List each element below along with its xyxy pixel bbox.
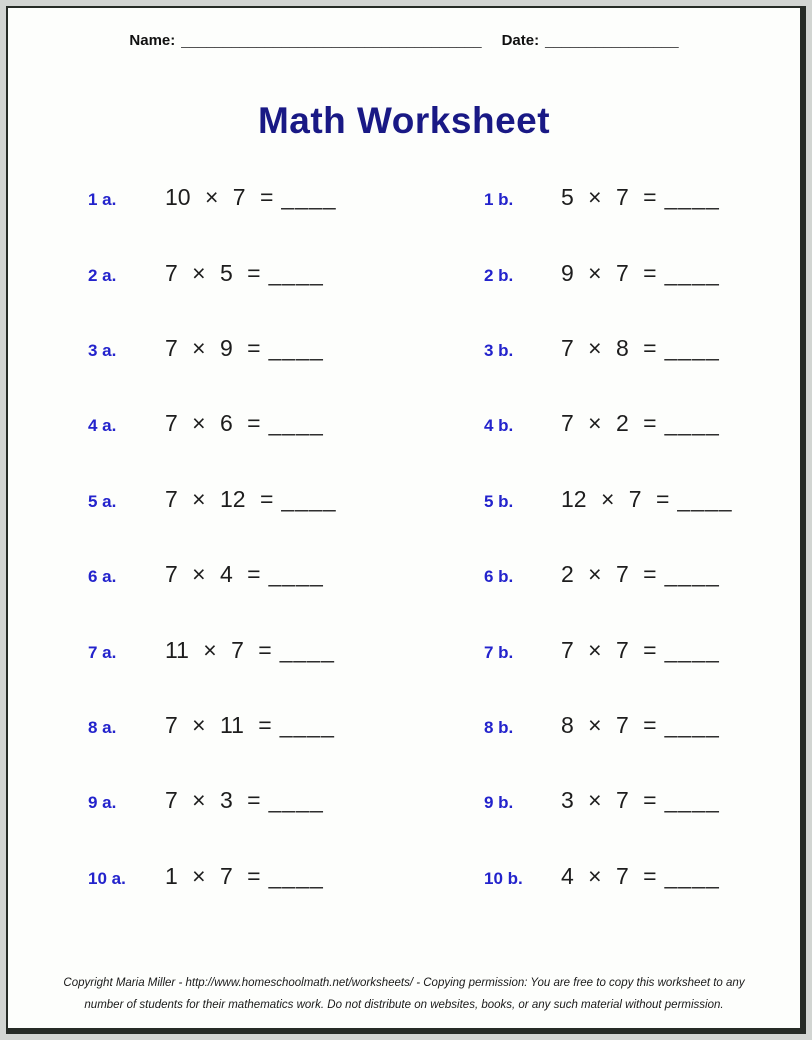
problem-expression: 7 × 4 = bbox=[165, 561, 261, 588]
problem-4b bbox=[404, 410, 800, 437]
problem-7b bbox=[404, 637, 800, 664]
problem-6b bbox=[404, 561, 800, 588]
footer-line-2: number of students for their mathematics work. Do not distribute on websites, books, or any such material without permission. bbox=[84, 999, 724, 1011]
problem-row bbox=[8, 688, 800, 763]
problem-number-label: 6 a. bbox=[88, 567, 117, 587]
answer-blank: ____ bbox=[664, 561, 720, 588]
problem-expression: 7 × 3 = bbox=[165, 787, 261, 814]
answer-blank: ____ bbox=[268, 561, 324, 588]
problems-grid bbox=[8, 160, 800, 914]
problem-number-label: 9 b. bbox=[484, 793, 514, 813]
date-label: Date: bbox=[501, 32, 540, 49]
answer-blank: ____ bbox=[664, 184, 720, 211]
problem-row bbox=[8, 839, 800, 914]
problem-expression: 4 × 7 = bbox=[561, 862, 657, 889]
problem-10a bbox=[8, 863, 404, 890]
problem-expression: 1 × 7 = bbox=[165, 862, 261, 889]
problem-row bbox=[8, 386, 800, 461]
problem-number-label: 1 b. bbox=[484, 190, 514, 210]
problem-1b bbox=[404, 184, 800, 211]
problem-expression: 7 × 7 = bbox=[561, 636, 657, 663]
problem-row bbox=[8, 462, 800, 537]
problem-number-label: 9 a. bbox=[88, 793, 117, 813]
problem-9a bbox=[8, 787, 404, 814]
problem-number-label: 2 a. bbox=[88, 265, 117, 285]
problem-number-label: 1 a. bbox=[88, 190, 117, 210]
answer-blank: ____ bbox=[279, 711, 335, 738]
problem-number-label: 8 a. bbox=[88, 717, 117, 737]
problem-expression: 2 × 7 = bbox=[561, 561, 657, 588]
problem-expression: 7 × 2 = bbox=[561, 410, 657, 437]
problem-number-label: 4 a. bbox=[88, 416, 117, 436]
problem-row bbox=[8, 612, 800, 687]
answer-blank: ____ bbox=[664, 636, 720, 663]
problem-expression: 7 × 8 = bbox=[561, 334, 657, 361]
answer-blank: ____ bbox=[268, 410, 324, 437]
answer-blank: ____ bbox=[664, 862, 720, 889]
problem-number-label: 6 b. bbox=[484, 567, 514, 587]
problem-expression: 8 × 7 = bbox=[561, 711, 657, 738]
answer-blank: ____ bbox=[664, 787, 720, 814]
problem-row bbox=[8, 537, 800, 612]
problem-expression: 7 × 12 = bbox=[165, 485, 274, 512]
answer-blank: ____ bbox=[268, 862, 324, 889]
problem-2b bbox=[404, 260, 800, 287]
problem-expression: 3 × 7 = bbox=[561, 787, 657, 814]
problem-5a bbox=[8, 486, 404, 513]
answer-blank: ____ bbox=[268, 259, 324, 286]
problem-expression: 7 × 9 = bbox=[165, 334, 261, 361]
problem-number-label: 2 b. bbox=[484, 265, 514, 285]
worksheet-page bbox=[6, 6, 806, 1034]
problem-number-label: 3 b. bbox=[484, 340, 514, 360]
problem-4a bbox=[8, 410, 404, 437]
answer-blank: ____ bbox=[281, 184, 337, 211]
problem-number-label: 4 b. bbox=[484, 416, 514, 436]
answer-blank: ____ bbox=[279, 636, 335, 663]
problem-number-label: 7 b. bbox=[484, 642, 514, 662]
date-blank-line: ________________ bbox=[545, 32, 679, 49]
answer-blank: ____ bbox=[664, 334, 720, 361]
problem-expression: 7 × 6 = bbox=[165, 410, 261, 437]
answer-blank: ____ bbox=[664, 259, 720, 286]
problem-9b bbox=[404, 787, 800, 814]
name-blank-line: ____________________________________ bbox=[181, 32, 482, 49]
problem-number-label: 7 a. bbox=[88, 642, 117, 662]
problem-row bbox=[8, 763, 800, 838]
problem-7a bbox=[8, 637, 404, 664]
problem-5b bbox=[404, 486, 800, 513]
name-label: Name: bbox=[129, 32, 176, 49]
problem-expression: 9 × 7 = bbox=[561, 259, 657, 286]
problem-expression: 5 × 7 = bbox=[561, 184, 657, 211]
page-title: Math Worksheet bbox=[257, 100, 551, 141]
problem-row bbox=[8, 311, 800, 386]
problem-6a bbox=[8, 561, 404, 588]
footer-line-1: Copyright Maria Miller - http://www.homeschoolmath.net/worksheets/ - Copying permission: You are free to copy this worksheet to any bbox=[63, 977, 745, 989]
problem-number-label: 3 a. bbox=[88, 340, 117, 360]
problem-number-label: 10 a. bbox=[88, 868, 126, 888]
answer-blank: ____ bbox=[664, 711, 720, 738]
answer-blank: ____ bbox=[664, 410, 720, 437]
answer-blank: ____ bbox=[268, 787, 324, 814]
problem-row bbox=[8, 160, 800, 235]
problem-2a bbox=[8, 260, 404, 287]
problem-8b bbox=[404, 712, 800, 739]
problem-expression: 10 × 7 = bbox=[165, 184, 274, 211]
problem-expression: 7 × 11 = bbox=[165, 711, 272, 738]
problem-number-label: 10 b. bbox=[484, 868, 523, 888]
problem-expression: 11 × 7 = bbox=[165, 636, 272, 663]
answer-blank: ____ bbox=[268, 334, 324, 361]
problem-3b bbox=[404, 335, 800, 362]
problem-number-label: 5 a. bbox=[88, 491, 117, 511]
problem-number-label: 8 b. bbox=[484, 717, 514, 737]
name-date-header bbox=[8, 32, 800, 49]
problem-row bbox=[8, 235, 800, 310]
problem-1a bbox=[8, 184, 404, 211]
footer-copyright bbox=[8, 972, 800, 1016]
answer-blank: ____ bbox=[281, 485, 337, 512]
problem-expression: 7 × 5 = bbox=[165, 259, 261, 286]
problem-8a bbox=[8, 712, 404, 739]
answer-blank: ____ bbox=[677, 485, 733, 512]
problem-number-label: 5 b. bbox=[484, 491, 514, 511]
problem-10b bbox=[404, 863, 800, 890]
problem-3a bbox=[8, 335, 404, 362]
problem-expression: 12 × 7 = bbox=[561, 485, 670, 512]
